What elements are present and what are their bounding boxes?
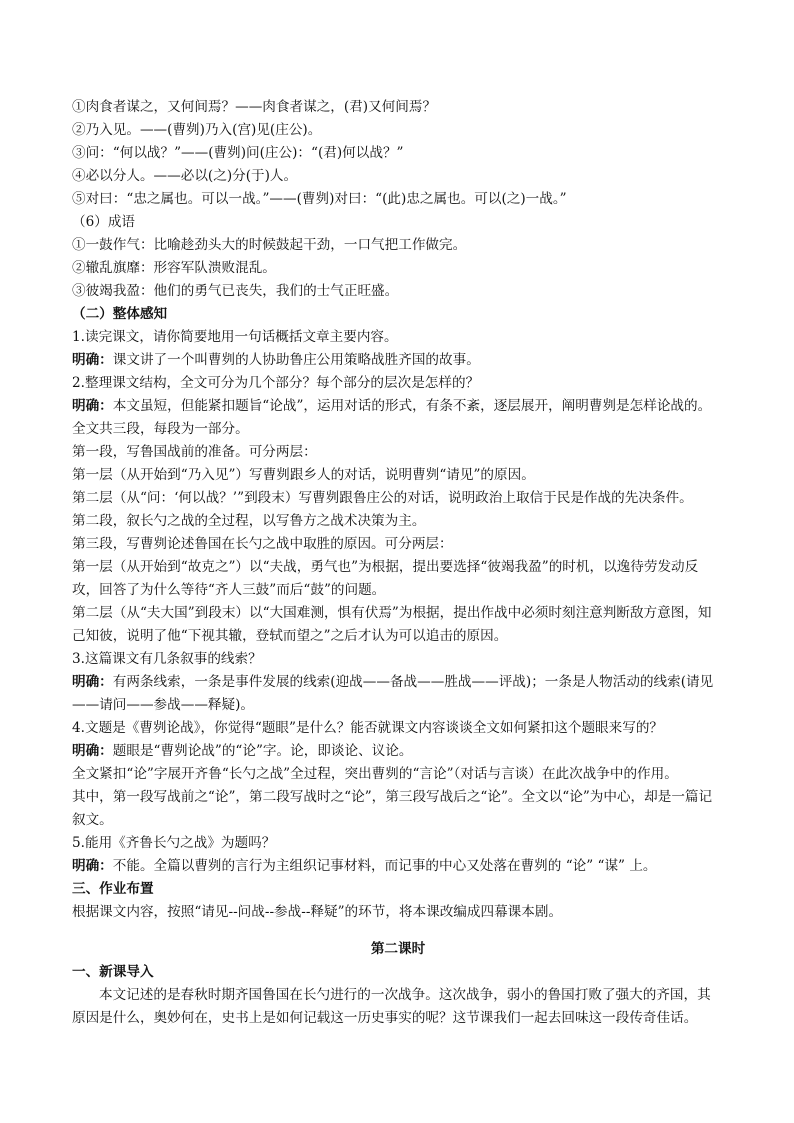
text-line: 第二层（从“夫大国”到段末）以“大国难测，惧有伏焉”为根据，提出作战中必须时刻注意判断敌方意图，知己知彼，说明了他“下视其辙，登轼而望之”之后才认为可以追击的原因。 — [72, 605, 712, 644]
text-line: 全文紧扣“论”字展开齐鲁“长勺之战”全过程，突出曹刿的“言论”（对话与言谈）在此次战争中的作用。 — [72, 766, 678, 782]
answer-line — [72, 395, 724, 418]
answer-text: 题眼是“曹刿论战”的“论”字。论，即谈论、议论。 — [112, 743, 413, 759]
answer-text: 课文讲了一个叫曹刿的人协助鲁庄公用策略战胜齐国的故事。 — [112, 352, 480, 368]
text-line: ②辙乱旗靡：形容军队溃败混乱。 — [72, 260, 276, 276]
answer-label: 明确： — [72, 858, 113, 874]
text-line: 第二层（从“问：‘何以战？’”到段末）写曹刿跟鲁庄公的对话，说明政治上取信于民是作战的先决条件。 — [72, 490, 693, 506]
question-line: 5.能用《齐鲁长勺之战》为题吗？ — [72, 835, 276, 851]
answer-text: 有两条线索，一条是事件发展的线索(迎战——备战——胜战——评战)；一条是人物活动的线索(请见——请问——参战——释疑)。 — [72, 674, 714, 713]
text-line: 第一层（从开始到“故克之”）以“夫战，勇气也”为根据，提出要选择“彼竭我盈”的时机，以逸待劳发动反攻，回答了为什么等待“齐人三鼓”而后“鼓”的问题。 — [72, 559, 699, 598]
answer-label: 明确： — [72, 743, 113, 759]
question-line: 4.文题是《曹刿论战》，你觉得“题眼”是什么？能否就课文内容谈谈全文如何紧扣这个题眼来写的？ — [72, 720, 664, 736]
text-line: ③彼竭我盈：他们的勇气已丧失，我们的士气正旺盛。 — [72, 283, 399, 299]
question-line: 1.读完课文，请你简要地用一句话概括文章主要内容。 — [72, 329, 398, 345]
text-line: 根据课文内容，按照“请见--问战--参战--释疑”的环节，将本课改编成四幕课本剧。 — [72, 904, 563, 920]
answer-text: 不能。全篇以曹刿的言行为主组织记事材料，而记事的中心又处落在曹刿的 “论” “谋” 上。 — [112, 858, 657, 874]
answer-line — [72, 671, 724, 717]
lesson-title: 第二课时 — [370, 941, 426, 957]
text-line: ④必以分人。——必以(之)分(于)人。 — [72, 168, 298, 184]
answer-label: 明确： — [72, 398, 113, 414]
section-heading-idioms: （6）成语 — [72, 214, 136, 230]
answer-label: 明确： — [72, 674, 113, 690]
paragraph: 本文记述的是春秋时期齐国鲁国在长勺进行的一次战争。这次战争，弱小的鲁国打败了强大的齐国，其原因是什么，奥妙何在，史书上是如何记载这一历史事实的呢？这节课我们一起去回味这一段传奇佳话。 — [72, 987, 711, 1026]
section-heading: （二）整体感知 — [72, 306, 168, 322]
text-line: ①肉食者谋之，又何间焉？——肉食者谋之，(君)又何间焉？ — [72, 99, 437, 115]
answer-label: 明确： — [72, 352, 113, 368]
text-line: ③问：“何以战？”——(曹刿)问(庄公)：“(君)何以战？” — [72, 145, 404, 161]
section-heading: 三、作业布置 — [72, 881, 154, 897]
section-heading: 一、新课导入 — [72, 964, 154, 980]
answer-line — [72, 740, 724, 763]
text-line: 第二段，叙长勺之战的全过程，以写鲁方之战术决策为主。 — [72, 513, 426, 529]
text-line: 全文共三段，每段为一部分。 — [72, 421, 249, 437]
text-line: 其中，第一段写战前之“论”，第二段写战时之“论”，第三段写战后之“论”。全文以“论”为中心，却是一篇记叙文。 — [72, 789, 713, 828]
answer-line — [72, 855, 724, 878]
text-line: ①一鼓作气：比喻趁劲头大的时候鼓起干劲，一口气把工作做完。 — [72, 237, 467, 253]
text-line: ②乃入见。——(曹刿)乃入(宫)见(庄公)。 — [72, 122, 322, 138]
answer-text: 本文虽短，但能紧扣题旨“论战”，运用对话的形式，有条不紊，逐层展开，阐明曹刿是怎样论战的。 — [112, 398, 712, 414]
text-line: 第一段，写鲁国战前的准备。可分两层： — [72, 444, 317, 460]
question-line: 3.这篇课文有几条叙事的线索？ — [72, 651, 262, 667]
answer-line — [72, 349, 724, 372]
text-line: 第一层（从开始到“乃入见”）写曹刿跟乡人的对话，说明曹刿“请见”的原因。 — [72, 467, 535, 483]
text-line: ⑤对曰：“忠之属也。可以一战。”——(曹刿)对曰：“(此)忠之属也。可以(之)一战。” — [72, 191, 567, 207]
text-line: 第三段，写曹刿论述鲁国在长勺之战中取胜的原因。可分两层： — [72, 536, 453, 552]
question-line: 2.整理课文结构，全文可分为几个部分？每个部分的层次是怎样的？ — [72, 375, 480, 391]
document-page — [72, 96, 724, 1030]
